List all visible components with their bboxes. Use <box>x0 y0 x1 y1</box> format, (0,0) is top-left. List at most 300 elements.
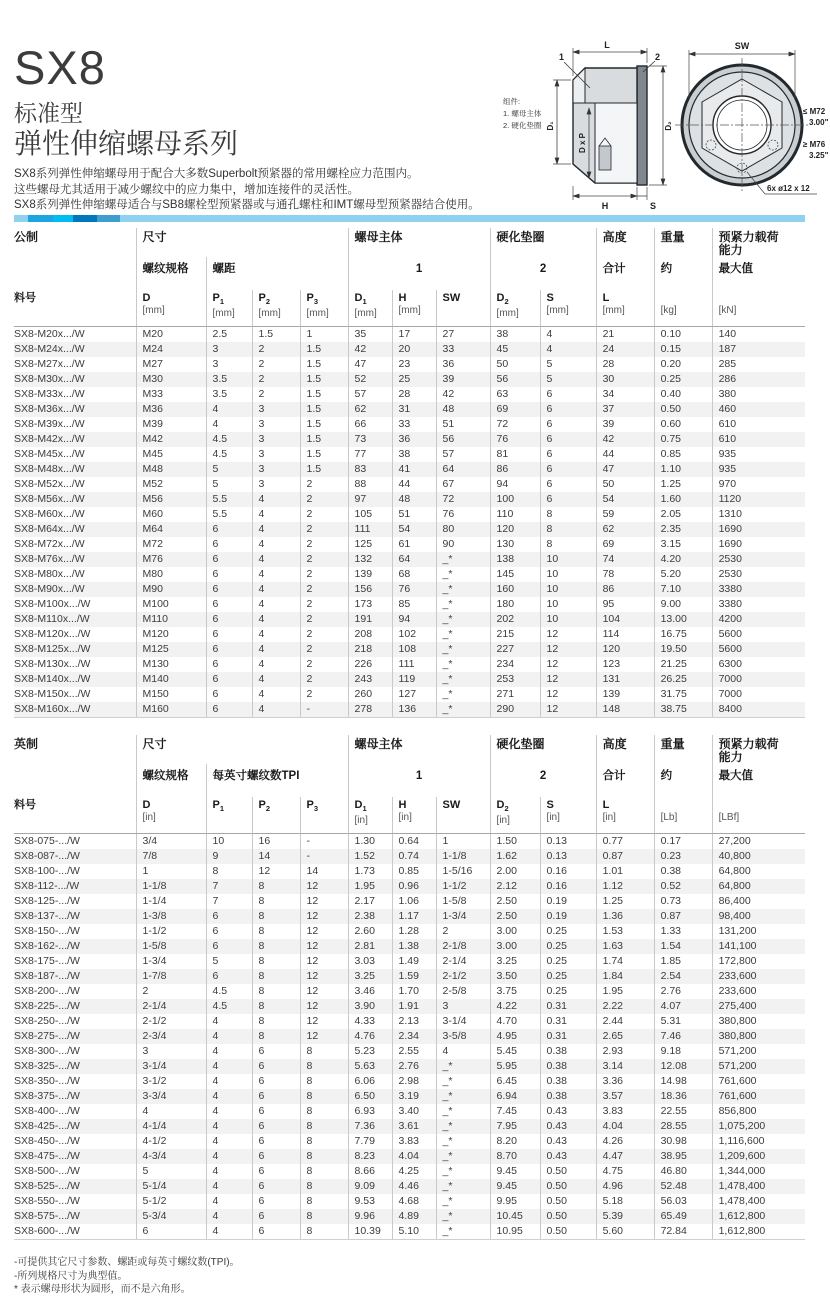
value-cell: 0.10 <box>654 327 712 343</box>
value-cell: 47 <box>596 462 654 477</box>
value-cell: 0.43 <box>540 1134 596 1149</box>
value-cell: _* <box>436 612 490 627</box>
note-le-inch: 3.00" <box>809 118 829 127</box>
value-cell: 0.50 <box>540 1194 596 1209</box>
value-cell: 2.35 <box>654 522 712 537</box>
value-cell: 4.5 <box>206 999 252 1014</box>
value-cell: 139 <box>348 567 392 582</box>
table-row <box>14 864 805 879</box>
value-cell: 2.98 <box>392 1074 436 1089</box>
value-cell: 9.96 <box>348 1209 392 1224</box>
value-cell: 4 <box>252 507 300 522</box>
value-cell: 3.61 <box>392 1119 436 1134</box>
value-cell: 8.23 <box>348 1149 392 1164</box>
value-cell: 2 <box>436 924 490 939</box>
part-number-cell: SX8-575-.../W <box>14 1210 80 1222</box>
value-cell: 5600 <box>712 642 805 657</box>
value-cell: 1.5 <box>300 342 348 357</box>
value-cell: 2530 <box>712 567 805 582</box>
value-cell: 4 <box>436 1044 490 1059</box>
part-number-cell: SX8-M52x.../W <box>14 478 85 490</box>
value-cell: 6 <box>252 1104 300 1119</box>
value-cell: 6 <box>136 1224 206 1240</box>
value-cell: 8 <box>252 924 300 939</box>
table-row <box>14 642 805 657</box>
sub-header: 最大值 <box>712 764 805 797</box>
value-cell: 2-1/4 <box>136 999 206 1014</box>
value-cell: 4.26 <box>596 1134 654 1149</box>
diagram-legend-item-1: 1. 螺母主体 <box>503 109 542 118</box>
value-cell: 5 <box>206 954 252 969</box>
value-cell: 1-5/8 <box>136 939 206 954</box>
value-cell: 4 <box>540 327 596 343</box>
value-cell: 4 <box>252 672 300 687</box>
table-row <box>14 1134 805 1149</box>
value-cell: 56 <box>490 372 540 387</box>
value-cell: 12 <box>540 642 596 657</box>
table-row <box>14 924 805 939</box>
value-cell: 1.5 <box>300 402 348 417</box>
value-cell: 0.16 <box>540 879 596 894</box>
value-cell: 76 <box>392 582 436 597</box>
value-cell: 10 <box>540 567 596 582</box>
value-cell: 1,612,800 <box>712 1209 805 1224</box>
value-cell: 12 <box>300 999 348 1014</box>
table-row <box>14 342 805 357</box>
value-cell: 571,200 <box>712 1059 805 1074</box>
value-cell: _* <box>436 672 490 687</box>
value-cell: 131 <box>596 672 654 687</box>
value-cell: 3 <box>206 357 252 372</box>
part-number-cell: SX8-275-.../W <box>14 1030 80 1042</box>
note-ge-inch: 3.25" <box>809 151 829 160</box>
value-cell: 4.5 <box>206 432 252 447</box>
value-cell: 9 <box>206 849 252 864</box>
value-cell: 7.36 <box>348 1119 392 1134</box>
value-cell: 10 <box>540 582 596 597</box>
value-cell: 2-1/4 <box>436 954 490 969</box>
value-cell: 12 <box>540 687 596 702</box>
value-cell: 8 <box>300 1119 348 1134</box>
value-cell: 2.76 <box>392 1059 436 1074</box>
value-cell: M36 <box>136 402 206 417</box>
table-row <box>14 507 805 522</box>
value-cell: 28 <box>596 357 654 372</box>
value-cell: 4 <box>252 627 300 642</box>
value-cell: 139 <box>596 687 654 702</box>
value-cell: 218 <box>348 642 392 657</box>
value-cell: 8 <box>206 864 252 879</box>
part-number-cell: SX8-125-.../W <box>14 895 80 907</box>
column-header: $D_1$ [mm] <box>348 290 392 327</box>
value-cell: 10 <box>540 612 596 627</box>
value-cell: 2 <box>252 387 300 402</box>
value-cell: 0.19 <box>540 909 596 924</box>
value-cell: 3 <box>252 432 300 447</box>
value-cell: 0.50 <box>540 1209 596 1224</box>
description <box>14 167 480 214</box>
value-cell: 16 <box>252 834 300 850</box>
page-subtitle-2: 弹性伸缩螺母系列 <box>14 128 239 159</box>
column-header: $D_2$ [in] <box>490 797 540 834</box>
value-cell: M33 <box>136 387 206 402</box>
description-line: SX8系列弹性伸缩螺母用于配合大多数Superbolt预紧器的常用螺栓应力范围内。 <box>14 168 419 180</box>
value-cell: 4.70 <box>490 1014 540 1029</box>
value-cell: 111 <box>392 657 436 672</box>
table-row <box>14 702 805 718</box>
value-cell: M90 <box>136 582 206 597</box>
value-cell: 1,344,000 <box>712 1164 805 1179</box>
column-header: [kg] <box>654 290 712 327</box>
value-cell: 120 <box>596 642 654 657</box>
value-cell: 1.36 <box>596 909 654 924</box>
value-cell: 0.25 <box>540 939 596 954</box>
value-cell: M24 <box>136 342 206 357</box>
value-cell: 50 <box>596 477 654 492</box>
value-cell: 4 <box>206 1164 252 1179</box>
value-cell: 4 <box>252 552 300 567</box>
value-cell: 8 <box>300 1209 348 1224</box>
diagram-legend-title: 组件: <box>503 97 521 106</box>
group-header: 预紧力载荷能力 <box>712 735 805 764</box>
value-cell: 4.04 <box>596 1119 654 1134</box>
value-cell: 2.44 <box>596 1014 654 1029</box>
value-cell: 8 <box>252 879 300 894</box>
value-cell: 6 <box>206 939 252 954</box>
value-cell: 1,116,600 <box>712 1134 805 1149</box>
value-cell: 9.18 <box>654 1044 712 1059</box>
value-cell: 233,600 <box>712 984 805 999</box>
value-cell: 3-1/4 <box>436 1014 490 1029</box>
value-cell: 8 <box>300 1104 348 1119</box>
value-cell: 77 <box>348 447 392 462</box>
value-cell: 30 <box>596 372 654 387</box>
table-row <box>14 909 805 924</box>
value-cell: 1.63 <box>596 939 654 954</box>
value-cell: 7.95 <box>490 1119 540 1134</box>
value-cell: 42 <box>436 387 490 402</box>
value-cell: 141,100 <box>712 939 805 954</box>
value-cell: 44 <box>392 477 436 492</box>
value-cell: 2 <box>300 477 348 492</box>
value-cell: 6 <box>206 687 252 702</box>
value-cell: 1.5 <box>300 417 348 432</box>
sub-header: 2 <box>490 257 596 290</box>
value-cell: 4 <box>252 642 300 657</box>
value-cell: 12 <box>300 954 348 969</box>
value-cell: 4.75 <box>596 1164 654 1179</box>
value-cell: 0.50 <box>540 1164 596 1179</box>
group-header: 重量 <box>654 735 712 764</box>
group-header: 英制 <box>14 737 39 751</box>
table-row <box>14 1089 805 1104</box>
value-cell: 48 <box>436 402 490 417</box>
value-cell: 5-1/2 <box>136 1194 206 1209</box>
column-header: [kN] <box>712 290 805 327</box>
value-cell: 5.60 <box>596 1224 654 1240</box>
column-header: $P_2$ <box>252 797 300 834</box>
value-cell: M39 <box>136 417 206 432</box>
value-cell: _* <box>436 552 490 567</box>
part-number-cell: SX8-M120x.../W <box>14 628 91 640</box>
value-cell: 1-1/8 <box>436 849 490 864</box>
value-cell: 1.30 <box>348 834 392 850</box>
value-cell: 50 <box>490 357 540 372</box>
table-row <box>14 1104 805 1119</box>
value-cell: _* <box>436 597 490 612</box>
value-cell: 6 <box>252 1224 300 1240</box>
value-cell: 114 <box>596 627 654 642</box>
value-cell: 6 <box>540 432 596 447</box>
value-cell: 0.40 <box>654 387 712 402</box>
value-cell: 6 <box>540 402 596 417</box>
value-cell: 8 <box>300 1134 348 1149</box>
value-cell: 46.80 <box>654 1164 712 1179</box>
value-cell: 5 <box>206 477 252 492</box>
value-cell: 571,200 <box>712 1044 805 1059</box>
value-cell: 21.25 <box>654 657 712 672</box>
dim-label-h: H <box>601 201 609 211</box>
value-cell: 6 <box>206 702 252 718</box>
value-cell: 4.5 <box>206 447 252 462</box>
value-cell: M120 <box>136 627 206 642</box>
value-cell: 0.50 <box>654 402 712 417</box>
value-cell: 4-3/4 <box>136 1149 206 1164</box>
value-cell: 761,600 <box>712 1074 805 1089</box>
value-cell: 1.52 <box>348 849 392 864</box>
value-cell: 1.38 <box>392 939 436 954</box>
value-cell: 3.5 <box>206 372 252 387</box>
table-row <box>14 447 805 462</box>
value-cell: 14 <box>252 849 300 864</box>
value-cell: 2-1/2 <box>436 969 490 984</box>
value-cell: 61 <box>392 537 436 552</box>
value-cell: 81 <box>490 447 540 462</box>
table-row <box>14 1059 805 1074</box>
value-cell: 8.20 <box>490 1134 540 1149</box>
value-cell: 1 <box>436 834 490 850</box>
value-cell: 2.76 <box>654 984 712 999</box>
value-cell: 8 <box>300 1044 348 1059</box>
value-cell: _* <box>436 627 490 642</box>
diagram-legend-item-2: 2. 硬化垫圈 <box>503 121 542 130</box>
value-cell: _* <box>436 1134 490 1149</box>
table-row <box>14 387 805 402</box>
value-cell: 6 <box>252 1164 300 1179</box>
value-cell: 8.70 <box>490 1149 540 1164</box>
part-number-cell: SX8-075-.../W <box>14 835 80 847</box>
value-cell: 65.49 <box>654 1209 712 1224</box>
value-cell: 123 <box>596 657 654 672</box>
value-cell: M64 <box>136 522 206 537</box>
value-cell: 3.25 <box>348 969 392 984</box>
value-cell: 12 <box>300 939 348 954</box>
value-cell: 8 <box>252 999 300 1014</box>
column-header: $P_1$ <box>206 797 252 834</box>
column-header: [LBf] <box>712 797 805 834</box>
value-cell: 5-1/4 <box>136 1179 206 1194</box>
value-cell: 0.77 <box>596 834 654 850</box>
value-cell: 2.38 <box>348 909 392 924</box>
value-cell: 23 <box>392 357 436 372</box>
value-cell: 64 <box>436 462 490 477</box>
value-cell: M27 <box>136 357 206 372</box>
value-cell: 4.04 <box>392 1149 436 1164</box>
value-cell: 6.93 <box>348 1104 392 1119</box>
value-cell: 6 <box>206 924 252 939</box>
value-cell: 47 <box>348 357 392 372</box>
value-cell: 31.75 <box>654 687 712 702</box>
value-cell: 76 <box>490 432 540 447</box>
value-cell: 3.15 <box>654 537 712 552</box>
part-number-cell: SX8-M64x.../W <box>14 523 85 535</box>
value-cell: 6 <box>252 1059 300 1074</box>
value-cell: 1,478,400 <box>712 1194 805 1209</box>
value-cell: 2 <box>300 612 348 627</box>
value-cell: 2 <box>300 522 348 537</box>
value-cell: 69 <box>596 537 654 552</box>
value-cell: 2.65 <box>596 1029 654 1044</box>
value-cell: 1.5 <box>300 357 348 372</box>
value-cell: 0.50 <box>540 1179 596 1194</box>
value-cell: _* <box>436 1194 490 1209</box>
value-cell: 25 <box>392 372 436 387</box>
value-cell: 8 <box>252 984 300 999</box>
table-row <box>14 1014 805 1029</box>
value-cell: M52 <box>136 477 206 492</box>
value-cell: 6 <box>206 552 252 567</box>
value-cell: M150 <box>136 687 206 702</box>
value-cell: 935 <box>712 447 805 462</box>
value-cell: 56.03 <box>654 1194 712 1209</box>
table-row <box>14 879 805 894</box>
value-cell: 4.5 <box>206 984 252 999</box>
part-number-cell: SX8-M42x.../W <box>14 433 85 445</box>
value-cell: 3.40 <box>392 1104 436 1119</box>
value-cell: 5-3/4 <box>136 1209 206 1224</box>
value-cell: 1.5 <box>300 387 348 402</box>
column-header: H [in] <box>392 797 436 834</box>
table-row <box>14 627 805 642</box>
value-cell: 94 <box>490 477 540 492</box>
sub-header <box>14 257 136 290</box>
value-cell: 1.17 <box>392 909 436 924</box>
value-cell: 8 <box>252 909 300 924</box>
value-cell: 3.03 <box>348 954 392 969</box>
value-cell: 98,400 <box>712 909 805 924</box>
value-cell: 0.25 <box>540 954 596 969</box>
value-cell: 0.25 <box>540 969 596 984</box>
part-number-cell: SX8-100-.../W <box>14 865 80 877</box>
value-cell: 3.46 <box>348 984 392 999</box>
value-cell: 3.75 <box>490 984 540 999</box>
dim-label-l: L <box>604 40 610 50</box>
value-cell: 1.5 <box>300 447 348 462</box>
sub-header: 约 <box>654 257 712 290</box>
value-cell: 12 <box>252 864 300 879</box>
part-number-cell: SX8-M56x.../W <box>14 493 85 505</box>
value-cell: M100 <box>136 597 206 612</box>
value-cell: 3 <box>252 477 300 492</box>
value-cell: 215 <box>490 627 540 642</box>
column-header: L [mm] <box>596 290 654 327</box>
value-cell: 3 <box>252 447 300 462</box>
value-cell: 2-1/8 <box>436 939 490 954</box>
column-header: $P_3$ <box>300 797 348 834</box>
value-cell: 57 <box>436 447 490 462</box>
value-cell: 4 <box>206 402 252 417</box>
dim-label-sw: SW <box>734 41 750 51</box>
value-cell: 3.57 <box>596 1089 654 1104</box>
value-cell: 4 <box>206 1209 252 1224</box>
value-cell: 10 <box>540 597 596 612</box>
value-cell: 6 <box>252 1179 300 1194</box>
value-cell: 6300 <box>712 657 805 672</box>
value-cell: 3-1/2 <box>136 1074 206 1089</box>
value-cell: 3.14 <box>596 1059 654 1074</box>
value-cell: 180 <box>490 597 540 612</box>
value-cell: 12 <box>300 909 348 924</box>
value-cell: 4 <box>252 597 300 612</box>
value-cell: 6 <box>206 627 252 642</box>
value-cell: 9.95 <box>490 1194 540 1209</box>
value-cell: _* <box>436 582 490 597</box>
value-cell: 7.10 <box>654 582 712 597</box>
value-cell: 8.66 <box>348 1164 392 1179</box>
value-cell: 38 <box>392 447 436 462</box>
value-cell: 68 <box>392 567 436 582</box>
value-cell: 4 <box>252 522 300 537</box>
value-cell: 0.38 <box>540 1044 596 1059</box>
value-cell: 0.25 <box>654 372 712 387</box>
part-number-cell: SX8-M130x.../W <box>14 658 91 670</box>
value-cell: 253 <box>490 672 540 687</box>
value-cell: 8 <box>252 969 300 984</box>
value-cell: 100 <box>490 492 540 507</box>
value-cell: 2.17 <box>348 894 392 909</box>
value-cell: 4 <box>206 1134 252 1149</box>
value-cell: 86,400 <box>712 894 805 909</box>
value-cell: 3-3/4 <box>136 1089 206 1104</box>
value-cell: 0.31 <box>540 1014 596 1029</box>
value-cell: 2.34 <box>392 1029 436 1044</box>
value-cell: 38.95 <box>654 1149 712 1164</box>
column-header: S [mm] <box>540 290 596 327</box>
column-header: L [in] <box>596 797 654 834</box>
value-cell: 1-5/8 <box>436 894 490 909</box>
value-cell: 856,800 <box>712 1104 805 1119</box>
value-cell: 1-3/8 <box>136 909 206 924</box>
value-cell: 6 <box>206 672 252 687</box>
value-cell: 3.5 <box>206 387 252 402</box>
value-cell: 1.54 <box>654 939 712 954</box>
value-cell: 64,800 <box>712 864 805 879</box>
table-row <box>14 1179 805 1194</box>
group-header: 尺寸 <box>136 735 348 764</box>
value-cell: 2 <box>300 537 348 552</box>
value-cell: 1,209,600 <box>712 1149 805 1164</box>
table-row <box>14 657 805 672</box>
value-cell: 36 <box>436 357 490 372</box>
part-number-cell: SX8-M39x.../W <box>14 418 85 430</box>
value-cell: 5 <box>540 372 596 387</box>
value-cell: 1.60 <box>654 492 712 507</box>
value-cell: 4 <box>206 1089 252 1104</box>
value-cell: 226 <box>348 657 392 672</box>
part-number-cell: SX8-M20x.../W <box>14 328 85 340</box>
value-cell: 4 <box>206 1014 252 1029</box>
value-cell: 0.38 <box>540 1059 596 1074</box>
